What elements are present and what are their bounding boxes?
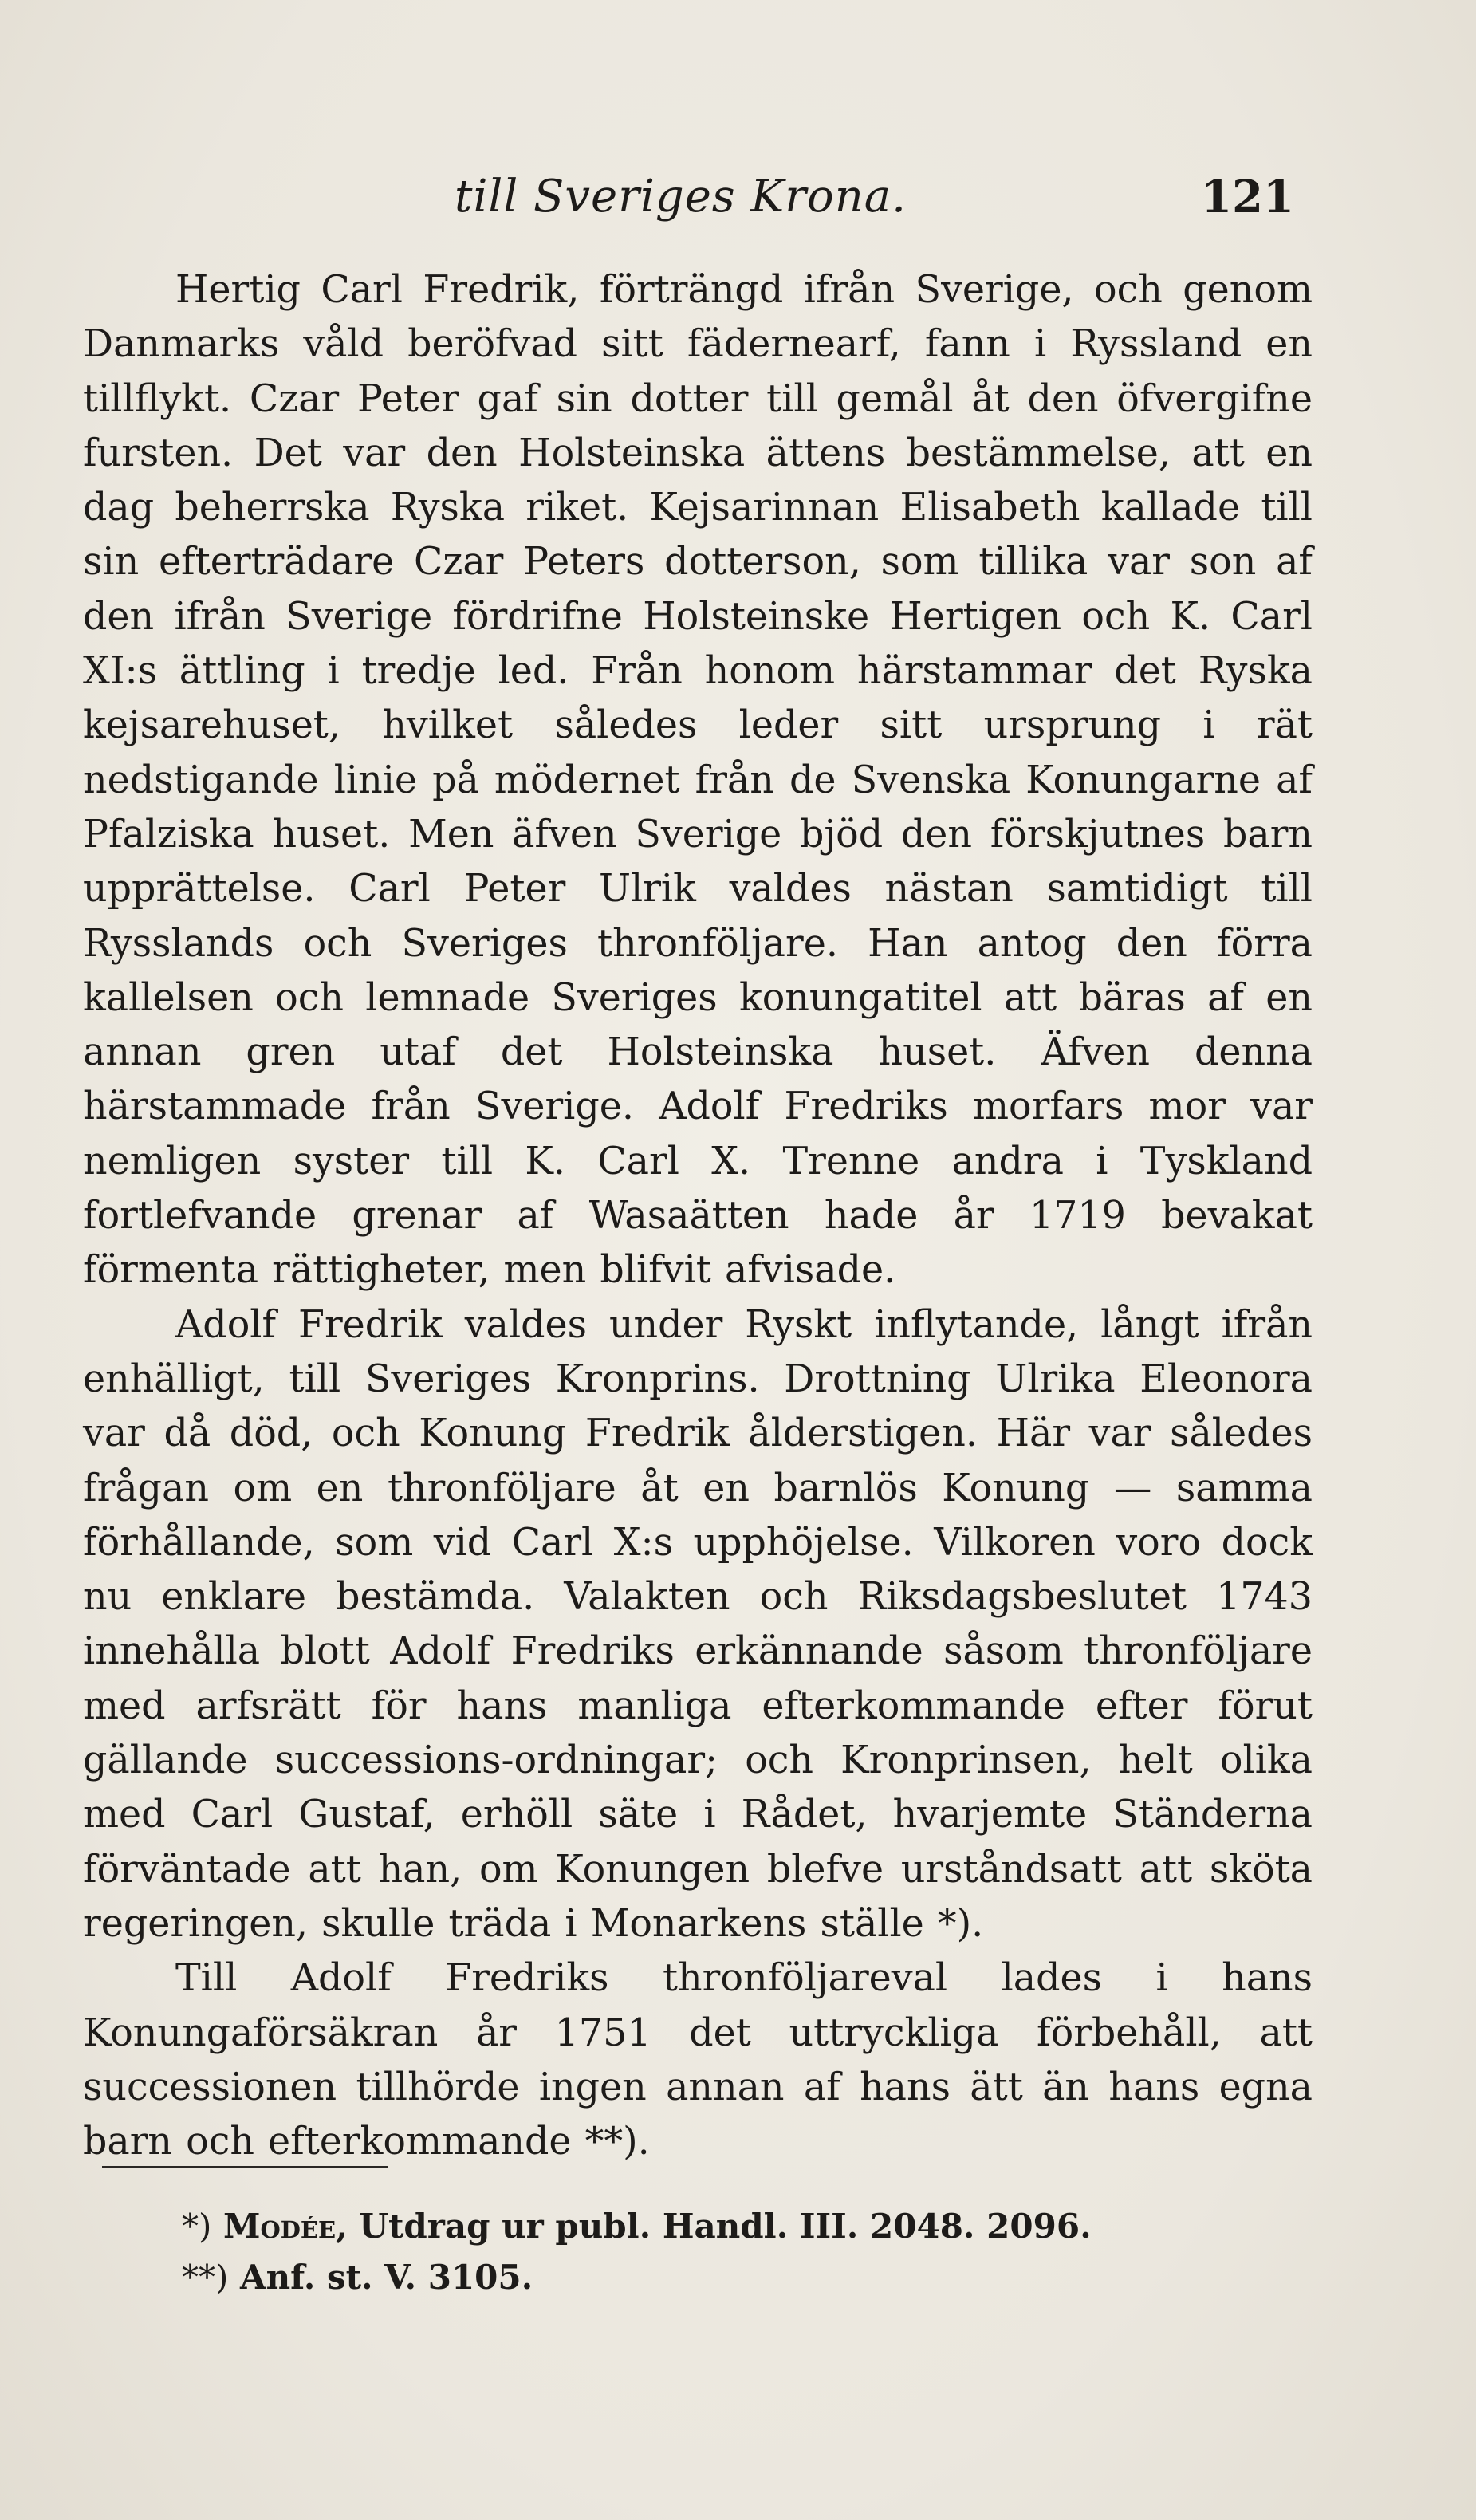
paragraph-2-text: Adolf Fredrik valdes under Ryskt inflytande, långt ifrån enhälligt, till Sveriges Kronprins. Drottning Ulrika Eleonora var då död, och Konung Fredrik ålderstigen. Här var således frågan om en thronföljare åt en barnlös Konung — samma förhållande, som vid Carl X:s upphöjelse. Vilkoren voro dock nu enklare bestämda. Valakten och Riksdagsbeslutet 1743 innehålla blott Adolf Fredriks erkännande såsom thronföljare med arfsrätt för hans manliga efterkommande efter förut gällande successions-ordningar; och Kronprinsen, helt olika med Carl Gustaf, erhöll säte i Rådet, hvarjemte Ständerna förväntade att han, om Konungen blefve urståndsatt att sköta regeringen, skulle träda i Monarkens ställe *).: [83, 1302, 1313, 1946]
main-text: [83, 263, 1313, 2169]
paragraph-3: [83, 1951, 1313, 2169]
paragraph-1-text: Hertig Carl Fredrik, förträngd ifrån Sverige, och genom Danmarks våld beröfvad sitt fädernearf, fann i Ryssland en tillflykt. Czar Peter gaf sin dotter till gemål åt den öfvergifne fursten. Det var den Holsteinska ättens bestämmelse, att en dag beherrska Ryska riket. Kejsarinnan Elisabeth kallade till sin efterträdare Czar Peters dotterson, som tillika var son af den ifrån Sverige fördrifne Holsteinske Hertigen och K. Carl XI:s ättling i tredje led. Från honom härstammar det Ryska kejsarehuset, hvilket således leder sitt ursprung i rät nedstigande linie på mödernet från de Svenska Konungarne af Pfalziska huset. Men äfven Sverige bjöd den förskjutnes barn upprättelse. Carl Peter Ulrik valdes nästan samtidigt till Rysslands och Sveriges thronföljare. Han antog den förra kallelsen och lemnade Sveriges konungatitel att bäras af en annan gren utaf det Holsteinska huset. Äfven denna härstammade från Sverige. Adolf Fredriks morfars mor var nemligen syster till K. Carl X. Trenne andra i Tyskland fortlefvande grenar af Wasaätten hade år 1719 bevakat förmenta rättigheter, men blifvit afvisade.: [83, 268, 1313, 1293]
footnote-marker: *): [182, 2207, 212, 2246]
footnotes: [182, 2201, 1139, 2303]
footnote-author: Modée,: [223, 2207, 348, 2246]
footnote-text: Anf. st. V. 3105.: [240, 2258, 533, 2297]
running-title: till Sveriges Krona.: [455, 171, 907, 222]
footnote-divider: [102, 2166, 388, 2168]
paragraph-3-text: Till Adolf Fredriks thronföljareval lades i hans Konungaförsäkran år 1751 det uttryckliga förbehåll, att successionen tillhörde ingen annan af hans ätt än hans egna barn och efterkommande **).: [83, 1956, 1313, 2164]
page-header: [0, 171, 1476, 226]
page-number: 121: [1201, 171, 1294, 223]
footnote-1: [182, 2201, 1139, 2252]
footnote-2: [182, 2252, 1139, 2303]
footnote-text: Utdrag ur publ. Handl. III. 2048. 2096.: [359, 2207, 1092, 2246]
paragraph-1: [83, 263, 1313, 1298]
paragraph-2: [83, 1298, 1313, 1952]
footnote-marker: **): [182, 2258, 229, 2297]
